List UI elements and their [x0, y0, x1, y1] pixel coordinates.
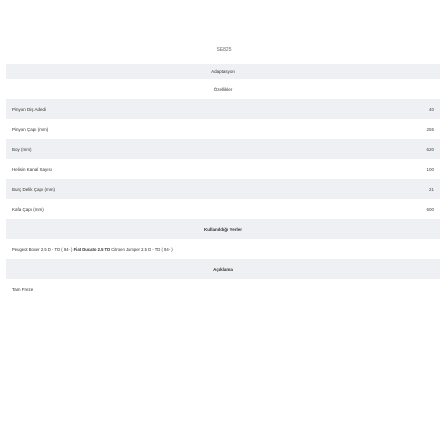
desc-title: Açıklama: [213, 266, 233, 272]
header-top-label: Adaptasyon: [211, 69, 235, 74]
spec-label: Pinyon Çapı (mm): [12, 126, 49, 132]
header-sub-label: Özellikler: [213, 86, 233, 92]
desc-text: Tam Freze: [12, 286, 34, 292]
spec-label: Helisin Kanal Sayısı: [12, 166, 53, 172]
desc-text-row: [6, 279, 440, 299]
spec-row: [6, 119, 440, 139]
spec-row: [6, 99, 440, 119]
product-code: SE825: [216, 47, 232, 53]
compat-note-highlight: Fiat Ducato 2.5 TD: [73, 246, 111, 252]
spec-value: 100: [426, 166, 434, 172]
compat-title: Kullanıldığı Yerler: [204, 226, 242, 232]
compat-note-part: Peugeot Boxer 2.5 D - TD ( 94- ): [12, 246, 74, 252]
spec-label: Pinyon Diş Adedi: [12, 106, 47, 112]
spec-value: 21: [428, 186, 434, 192]
spec-table: [6, 64, 440, 299]
spec-value: 600: [426, 206, 434, 212]
spec-label: Kafa Çapı (mm): [12, 206, 44, 212]
spec-label: Boy (mm): [12, 146, 32, 152]
table-header-sub: [6, 79, 440, 99]
spec-label: Burç Delik Çapı (mm): [12, 186, 56, 192]
compat-note-part: Citroen Jumper 2.5 D - TD ( 94- ): [110, 246, 173, 252]
compat-note-row: [6, 239, 440, 259]
spec-row: [6, 139, 440, 159]
desc-title-row: [6, 259, 440, 279]
spec-row: [6, 159, 440, 179]
spec-row: [6, 199, 440, 219]
spec-row: [6, 179, 440, 199]
compat-note: [12, 247, 173, 252]
spec-value: 40: [428, 106, 434, 112]
spec-value: 255: [426, 126, 434, 132]
spec-value: 620: [426, 146, 434, 152]
table-header-top: [6, 64, 440, 79]
compat-title-row: [6, 219, 440, 239]
